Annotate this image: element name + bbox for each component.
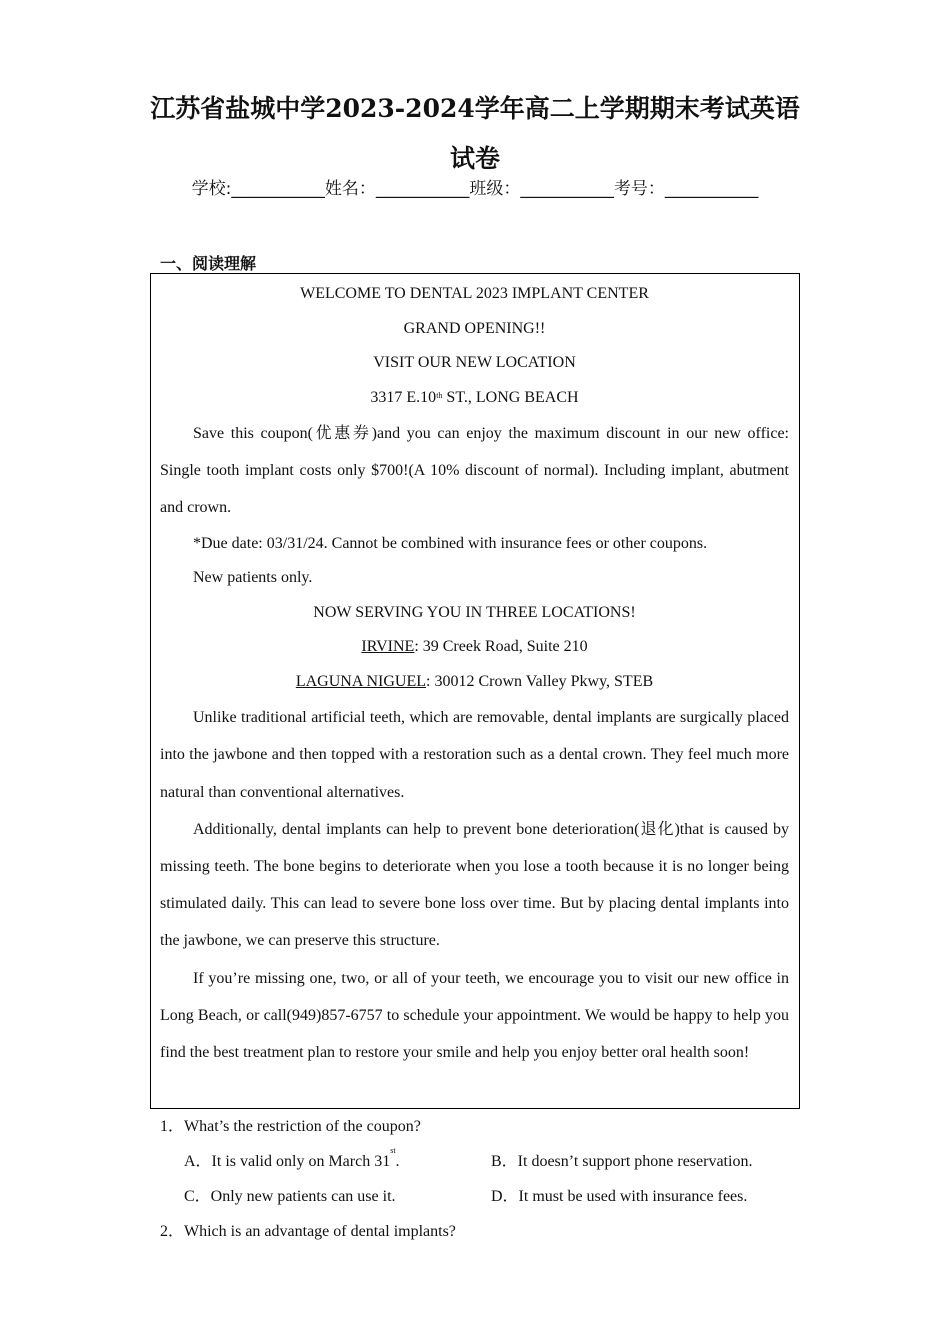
passage-address: 3317 E.10th ST., LONG BEACH — [370, 388, 579, 406]
passage-heading-2: GRAND OPENING!! — [403, 319, 546, 337]
passage-paragraph-6: If you’re missing one, two, or all of your teeth, we encourage you to visit our new office in Long Beach, or call(949)857-6757 to schedule your appointment. We would be happy to help you find the best treatment plan to restore your smile and help you enjoy better oral health soon! — [160, 969, 789, 1061]
student-info-line: 学校:___________姓名：___________班级：___________考号：___________ — [191, 179, 759, 199]
question-1-option-c: C．Only new patients can use it. — [184, 1188, 396, 1205]
passage-paragraph-4: Unlike traditional artificial teeth, which are removable, dental implants are surgically placed into the jawbone and then topped with a restoration such as a dental crown. They feel much more natural than conventional alternatives. — [160, 709, 789, 801]
passage-box — [150, 273, 800, 1109]
question-1-option-a: A．It is valid only on March 31st. — [184, 1146, 400, 1170]
passage-heading-1: WELCOME TO DENTAL 2023 IMPLANT CENTER — [300, 285, 649, 302]
document-title: 江苏省盐城中学2023-2024学年高二上学期期末考试英语试卷 — [150, 94, 800, 173]
question-1-option-b: B．It doesn’t support phone reservation. — [491, 1153, 753, 1170]
location-irvine: IRVINE: 39 Creek Road, Suite 210 — [361, 638, 588, 656]
section-title: 一、阅读理解 — [160, 254, 257, 273]
passage-paragraph-5: Additionally, dental implants can help to prevent bone deterioration(退化)that is caused by missing teeth. The bone begins to deteriorate when you lose a tooth because it is no longer being stimulated daily. This can lead to severe bone loss over time. But by placing dental implants into the jawbone, we can preserve this structure. — [160, 820, 789, 950]
question-1-option-d: D．It must be used with insurance fees. — [491, 1188, 748, 1205]
question-2-stem: 2．Which is an advantage of dental implants? — [160, 1223, 456, 1240]
passage-heading-3: VISIT OUR NEW LOCATION — [373, 354, 576, 371]
location-laguna-niguel: LAGUNA NIGUEL: 30012 Crown Valley Pkwy, STEB — [295, 672, 654, 690]
locations-heading: NOW SERVING YOU IN THREE LOCATIONS! — [313, 603, 636, 621]
question-1-stem: 1．What’s the restriction of the coupon? — [160, 1118, 421, 1135]
passage-paragraph-2: *Due date: 03/31/24. Cannot be combined with insurance fees or other coupons. — [193, 534, 708, 552]
passage-paragraph-1: Save this coupon(优惠券)and you can enjoy the maximum discount in our new office: Single tooth implant costs only $700!(A 10% discount of normal). Including implant, abutment and crown. — [160, 425, 789, 517]
passage-paragraph-3: New patients only. — [193, 569, 313, 587]
